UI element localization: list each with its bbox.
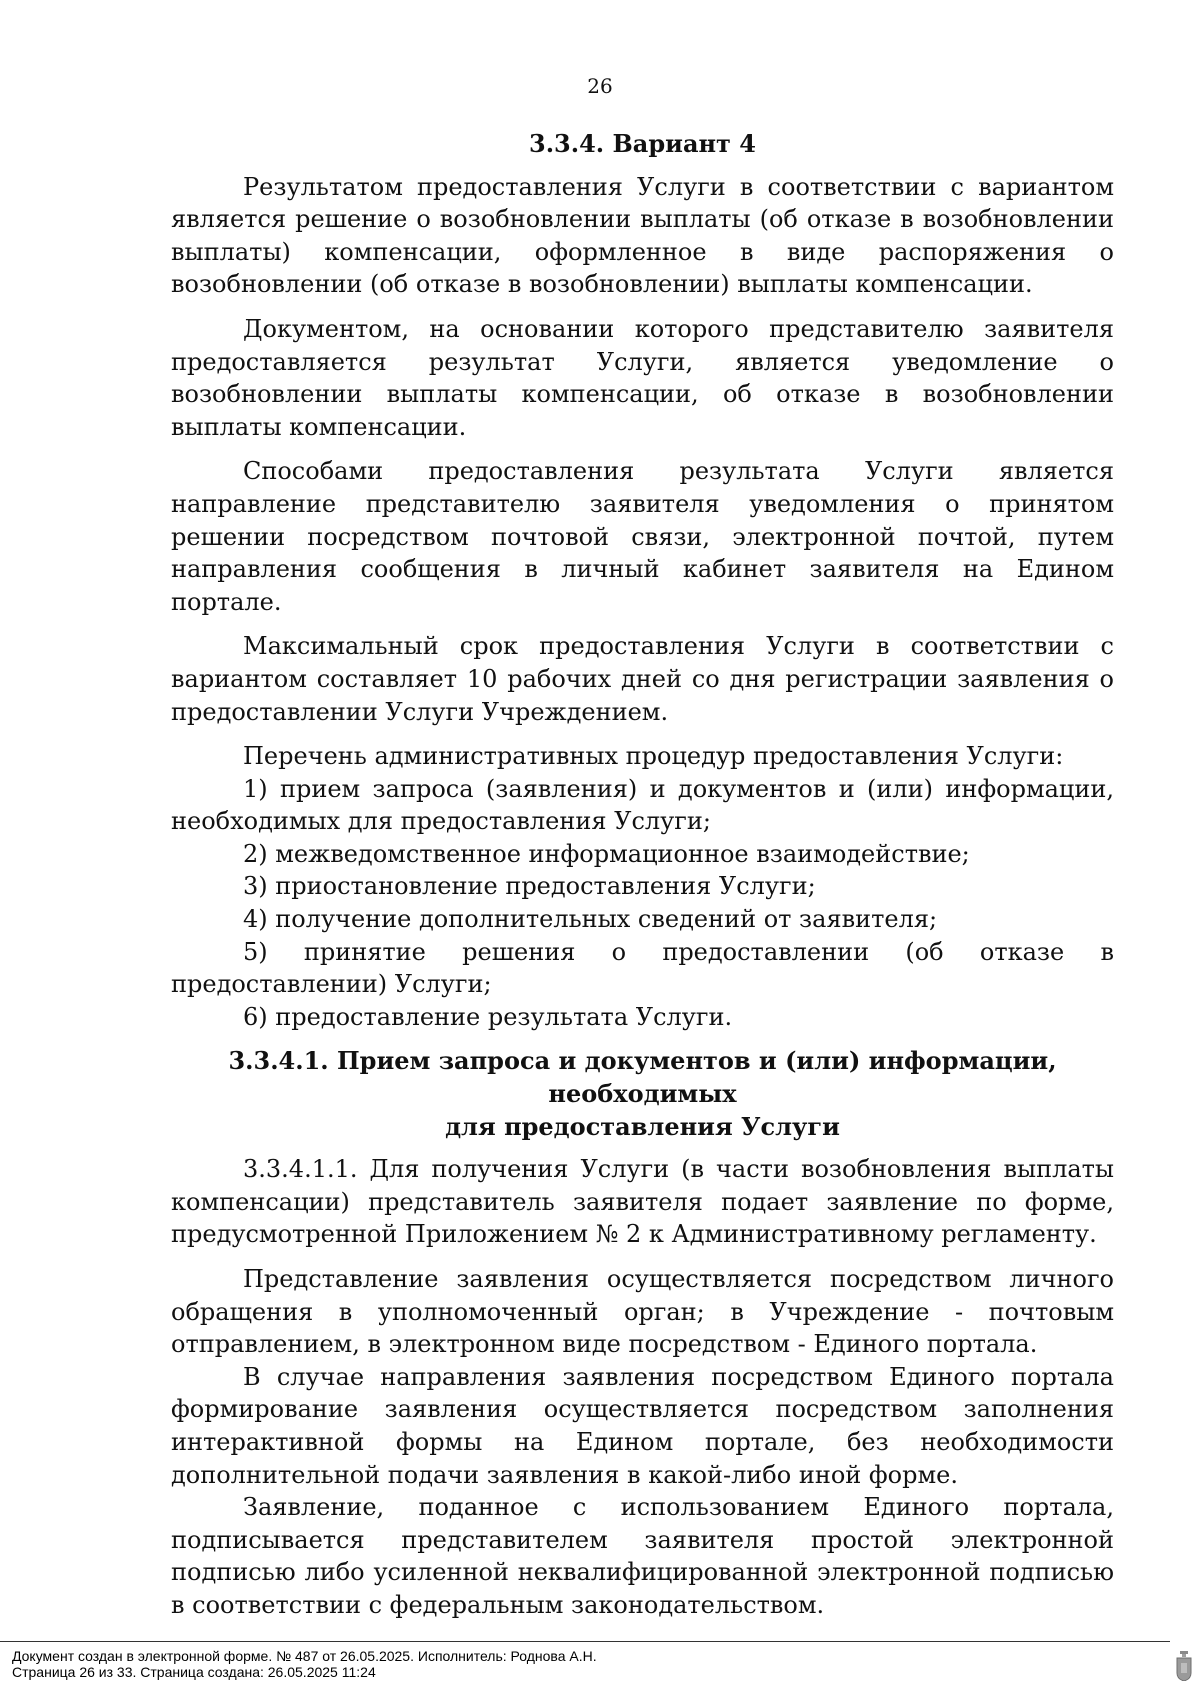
paragraph-result: Результатом предоставления Услуги в соответствии с вариантом является решение о возобновлении выплаты (об отказе в возобновлении выплаты) компенсации, оформленное в виде распоряжения о возобновлении (об отказе в возобновлении) выплаты компенсации.	[171, 172, 1114, 299]
paragraph-max-term: Максимальный срок предоставления Услуги в соответствии с вариантом составляет 10 рабочих дней со дня регистрации заявления о предоставлении Услуги Учреждением.	[171, 632, 1114, 726]
paragraph-portal: В случае направления заявления посредством Единого портала формирование заявления осуществляется посредством заполнения интерактивной формы на Едином портале, без необходимости дополнительной подачи заявления в какой-либо иной форме.	[171, 1362, 1114, 1489]
list-item: 1) прием запроса (заявления) и документов и (или) информации, необходимых для предоставления Услуги;	[171, 774, 1114, 836]
document-body	[171, 128, 1114, 1622]
paragraph-submission: Представление заявления осуществляется посредством личного обращения в уполномоченный орган; в Учреждение - почтовым отправлением, в электронном виде посредством - Единого портала.	[171, 1265, 1114, 1359]
paragraph-document: Документом, на основании которого представителю заявителя предоставляется результат Услуги, является уведомление о возобновлении выплаты компенсации, об отказе в возобновлении выплаты компенсации.	[171, 314, 1114, 441]
list-item: 5) принятие решения о предоставлении (об отказе в предоставлении) Услуги;	[171, 937, 1114, 999]
page-number: 26	[587, 74, 613, 98]
list-item: 6) предоставление результата Услуги.	[243, 1002, 733, 1031]
paragraph-methods: Способами предоставления результата Услуги является направление представителю заявителя уведомления о принятом решении посредством почтовой связи, электронной почтой, путем направления сообщения в личный кабинет заявителя на Едином портале.	[171, 457, 1114, 616]
footer-divider	[0, 1641, 1170, 1642]
paragraph-application-form: 3.3.4.1.1. Для получения Услуги (в части возобновления выплаты компенсации) представитель заявителя подает заявление по форме, предусмотренной Приложением № 2 к Административному регламенту.	[171, 1155, 1114, 1249]
subsection-title-line1: 3.3.4.1. Прием запроса и документов и (или) информации, необходимых	[228, 1046, 1057, 1109]
section-title: 3.3.4. Вариант 4	[529, 129, 756, 158]
procedures-list	[171, 740, 1114, 1033]
footer-line-2: Страница 26 из 33. Страница создана: 26.05.2025 11:24	[12, 1664, 376, 1680]
document-footer	[12, 1648, 597, 1680]
subsection-title	[171, 1045, 1114, 1143]
list-item: 3) приостановление предоставления Услуги;	[243, 872, 816, 901]
subsection-title-line2: для предоставления Услуги	[445, 1111, 840, 1141]
coat-of-arms-icon	[1176, 1651, 1192, 1681]
footer-line-1: Документ создан в электронной форме. № 487 от 26.05.2025. Исполнитель: Роднова А.Н.	[12, 1648, 597, 1664]
paragraph-signature: Заявление, поданное с использованием Единого портала, подписывается представителем заявителя простой электронной подписью либо усиленной неквалифицированной электронной подписью в соответствии с федеральным законодательством.	[171, 1493, 1114, 1619]
list-item: 4) получение дополнительных сведений от заявителя;	[243, 905, 938, 934]
procedures-intro: Перечень административных процедур предоставления Услуги:	[243, 742, 1064, 771]
list-item: 2) межведомственное информационное взаимодействие;	[243, 839, 970, 868]
